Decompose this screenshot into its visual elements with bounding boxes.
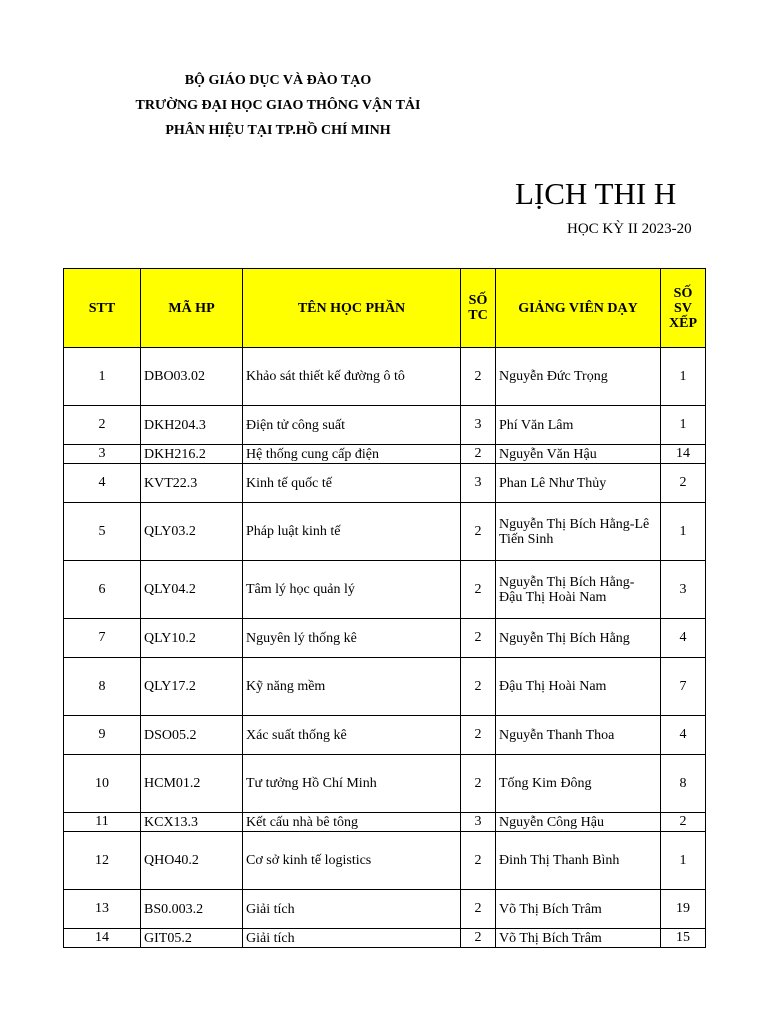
cell-so-sv: 8 [661, 755, 706, 813]
cell-ten-hp: Pháp luật kinh tế [243, 503, 461, 561]
cell-giang-vien: Nguyễn Văn Hậu [496, 445, 661, 464]
cell-stt: 6 [64, 561, 141, 619]
cell-ten-hp: Tâm lý học quản lý [243, 561, 461, 619]
table-row [64, 464, 706, 503]
cell-stt: 8 [64, 658, 141, 716]
table-row [64, 832, 706, 890]
cell-stt: 2 [64, 406, 141, 445]
cell-ma-hp: KCX13.3 [141, 813, 243, 832]
table-row [64, 813, 706, 832]
cell-so-tc: 3 [461, 406, 496, 445]
exam-schedule-table [63, 268, 706, 948]
cell-ten-hp: Kết cấu nhà bê tông [243, 813, 461, 832]
cell-ma-hp: QLY10.2 [141, 619, 243, 658]
cell-so-sv: 1 [661, 348, 706, 406]
cell-so-tc: 2 [461, 832, 496, 890]
cell-ma-hp: GIT05.2 [141, 929, 243, 948]
table-header-row [64, 269, 706, 348]
cell-ten-hp: Kỹ năng mềm [243, 658, 461, 716]
col-header-ten-hp: TÊN HỌC PHẦN [243, 269, 461, 348]
cell-stt: 11 [64, 813, 141, 832]
cell-stt: 7 [64, 619, 141, 658]
cell-so-sv: 1 [661, 406, 706, 445]
ministry-name: BỘ GIÁO DỤC VÀ ĐÀO TẠO [184, 73, 372, 88]
cell-ten-hp: Điện tử công suất [243, 406, 461, 445]
cell-stt: 13 [64, 890, 141, 929]
table-row [64, 348, 706, 406]
cell-giang-vien: Nguyễn Thị Bích Hằng [496, 619, 661, 658]
cell-so-sv: 2 [661, 464, 706, 503]
cell-giang-vien: Nguyễn Thị Bích Hằng-Đậu Thị Hoài Nam [496, 561, 661, 619]
cell-so-tc: 2 [461, 503, 496, 561]
cell-stt: 1 [64, 348, 141, 406]
cell-so-sv: 1 [661, 503, 706, 561]
table-row [64, 658, 706, 716]
cell-giang-vien: Nguyễn Công Hậu [496, 813, 661, 832]
cell-ma-hp: DKH216.2 [141, 445, 243, 464]
cell-so-sv: 19 [661, 890, 706, 929]
cell-so-sv: 4 [661, 716, 706, 755]
cell-giang-vien: Nguyễn Thanh Thoa [496, 716, 661, 755]
table-row [64, 445, 706, 464]
cell-giang-vien: Tống Kim Đông [496, 755, 661, 813]
table-row [64, 619, 706, 658]
cell-so-tc: 2 [461, 619, 496, 658]
cell-giang-vien: Võ Thị Bích Trâm [496, 890, 661, 929]
cell-so-tc: 2 [461, 445, 496, 464]
cell-ma-hp: QLY04.2 [141, 561, 243, 619]
cell-so-sv: 3 [661, 561, 706, 619]
cell-so-sv: 15 [661, 929, 706, 948]
col-header-so-sv: SỐ SV XẾP [661, 269, 706, 348]
cell-giang-vien: Đậu Thị Hoài Nam [496, 658, 661, 716]
cell-so-tc: 2 [461, 890, 496, 929]
cell-so-tc: 2 [461, 716, 496, 755]
cell-so-tc: 3 [461, 464, 496, 503]
cell-so-tc: 2 [461, 658, 496, 716]
table-row [64, 929, 706, 948]
cell-ma-hp: QLY03.2 [141, 503, 243, 561]
cell-giang-vien: Phí Văn Lâm [496, 406, 661, 445]
cell-ten-hp: Giải tích [243, 890, 461, 929]
cell-so-sv: 7 [661, 658, 706, 716]
cell-stt: 4 [64, 464, 141, 503]
cell-so-sv: 1 [661, 832, 706, 890]
university-name: TRƯỜNG ĐẠI HỌC GIAO THÔNG VẬN TẢI [135, 98, 421, 113]
page-title: LỊCH THI H [515, 176, 677, 211]
cell-stt: 5 [64, 503, 141, 561]
cell-so-tc: 2 [461, 755, 496, 813]
cell-so-tc: 3 [461, 813, 496, 832]
cell-ma-hp: DSO05.2 [141, 716, 243, 755]
cell-giang-vien: Đinh Thị Thanh Bình [496, 832, 661, 890]
col-header-ma-hp: MÃ HP [141, 269, 243, 348]
cell-ma-hp: DBO03.02 [141, 348, 243, 406]
cell-ma-hp: QHO40.2 [141, 832, 243, 890]
cell-so-sv: 4 [661, 619, 706, 658]
table-row [64, 755, 706, 813]
cell-ma-hp: QLY17.2 [141, 658, 243, 716]
cell-so-tc: 2 [461, 929, 496, 948]
cell-ma-hp: HCM01.2 [141, 755, 243, 813]
cell-ten-hp: Kinh tế quốc tế [243, 464, 461, 503]
cell-stt: 12 [64, 832, 141, 890]
col-header-so-tc: SỐ TC [461, 269, 496, 348]
cell-ma-hp: KVT22.3 [141, 464, 243, 503]
page-subtitle: HỌC KỲ II 2023-20 [567, 221, 692, 237]
cell-ten-hp: Giải tích [243, 929, 461, 948]
col-header-stt: STT [64, 269, 141, 348]
cell-giang-vien: Nguyễn Đức Trọng [496, 348, 661, 406]
cell-ten-hp: Nguyên lý thống kê [243, 619, 461, 658]
cell-so-sv: 2 [661, 813, 706, 832]
cell-ten-hp: Xác suất thống kê [243, 716, 461, 755]
cell-ma-hp: BS0.003.2 [141, 890, 243, 929]
cell-ten-hp: Cơ sở kinh tế logistics [243, 832, 461, 890]
table-row [64, 716, 706, 755]
cell-giang-vien: Võ Thị Bích Trâm [496, 929, 661, 948]
table-row [64, 890, 706, 929]
cell-so-tc: 2 [461, 348, 496, 406]
col-header-giang-vien: GIẢNG VIÊN DẠY [496, 269, 661, 348]
campus-name: PHÂN HIỆU TẠI TP.HỒ CHÍ MINH [165, 123, 391, 138]
table-row [64, 406, 706, 445]
cell-giang-vien: Phan Lê Như Thủy [496, 464, 661, 503]
cell-stt: 14 [64, 929, 141, 948]
table-row [64, 503, 706, 561]
cell-stt: 3 [64, 445, 141, 464]
cell-giang-vien: Nguyễn Thị Bích Hằng-Lê Tiến Sinh [496, 503, 661, 561]
cell-stt: 9 [64, 716, 141, 755]
cell-ten-hp: Tư tưởng Hồ Chí Minh [243, 755, 461, 813]
table-row [64, 561, 706, 619]
cell-ten-hp: Khảo sát thiết kế đường ô tô [243, 348, 461, 406]
cell-ma-hp: DKH204.3 [141, 406, 243, 445]
cell-stt: 10 [64, 755, 141, 813]
cell-so-tc: 2 [461, 561, 496, 619]
cell-so-sv: 14 [661, 445, 706, 464]
cell-ten-hp: Hệ thống cung cấp điện [243, 445, 461, 464]
